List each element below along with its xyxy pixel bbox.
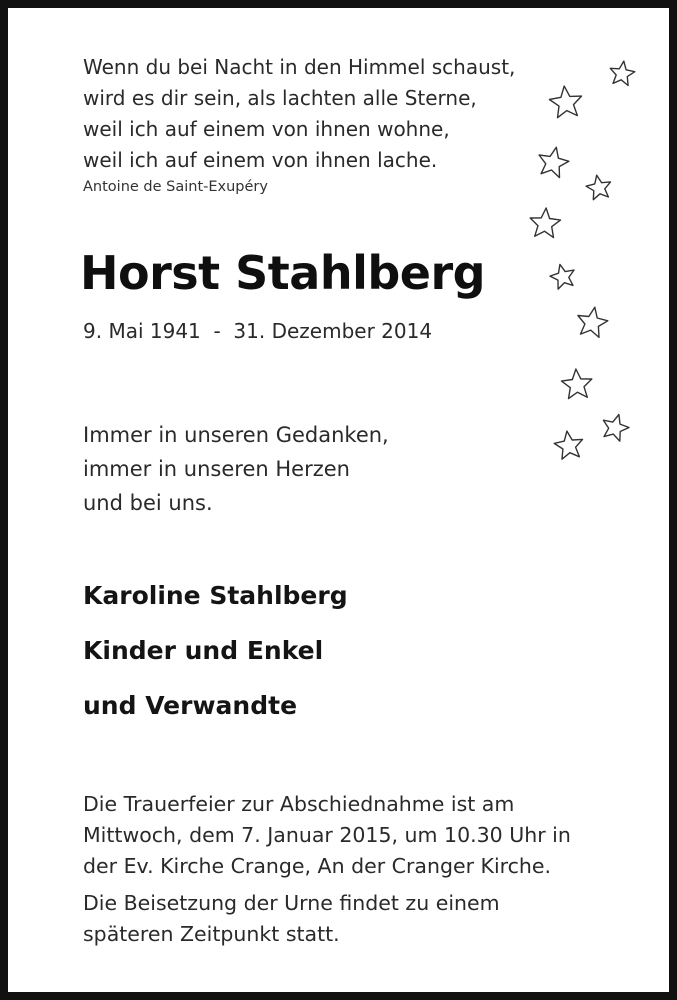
burial-line: Die Beisetzung der Urne findet zu einem (83, 891, 500, 915)
mourners-list (83, 574, 348, 739)
quote-line: weil ich auf einem von ihnen wohne, (83, 117, 450, 141)
quote-line: wird es dir sein, als lachten alle Sterne, (83, 86, 477, 110)
life-dates: 9. Mai 1941 - 31. Dezember 2014 (83, 319, 433, 343)
burial-line: späteren Zeitpunkt statt. (83, 922, 340, 946)
motto-line: Immer in unseren Gedanken, (83, 423, 389, 447)
quote-line: weil ich auf einem von ihnen lache. (83, 148, 438, 172)
memorial-motto (83, 418, 389, 520)
deceased-name: Horst Stahlberg (80, 246, 486, 300)
mourner-line: Kinder und Enkel (83, 636, 324, 665)
mourner-line: Karoline Stahlberg (83, 581, 348, 610)
quote-author: Antoine de Saint-Exupéry (83, 179, 268, 195)
service-line: Die Trauerfeier zur Abschiednahme ist am (83, 792, 515, 816)
quote (83, 52, 543, 176)
motto-line: und bei uns. (83, 491, 213, 515)
motto-line: immer in unseren Herzen (83, 457, 350, 481)
quote-line: Wenn du bei Nacht in den Himmel schaust, (83, 55, 516, 79)
service-line: Mittwoch, dem 7. Januar 2015, um 10.30 Uhr in (83, 823, 571, 847)
funeral-service-notice (83, 789, 643, 882)
service-line: der Ev. Kirche Crange, An der Cranger Kirche. (83, 854, 552, 878)
mourner-line: und Verwandte (83, 691, 298, 720)
burial-notice (83, 888, 643, 950)
